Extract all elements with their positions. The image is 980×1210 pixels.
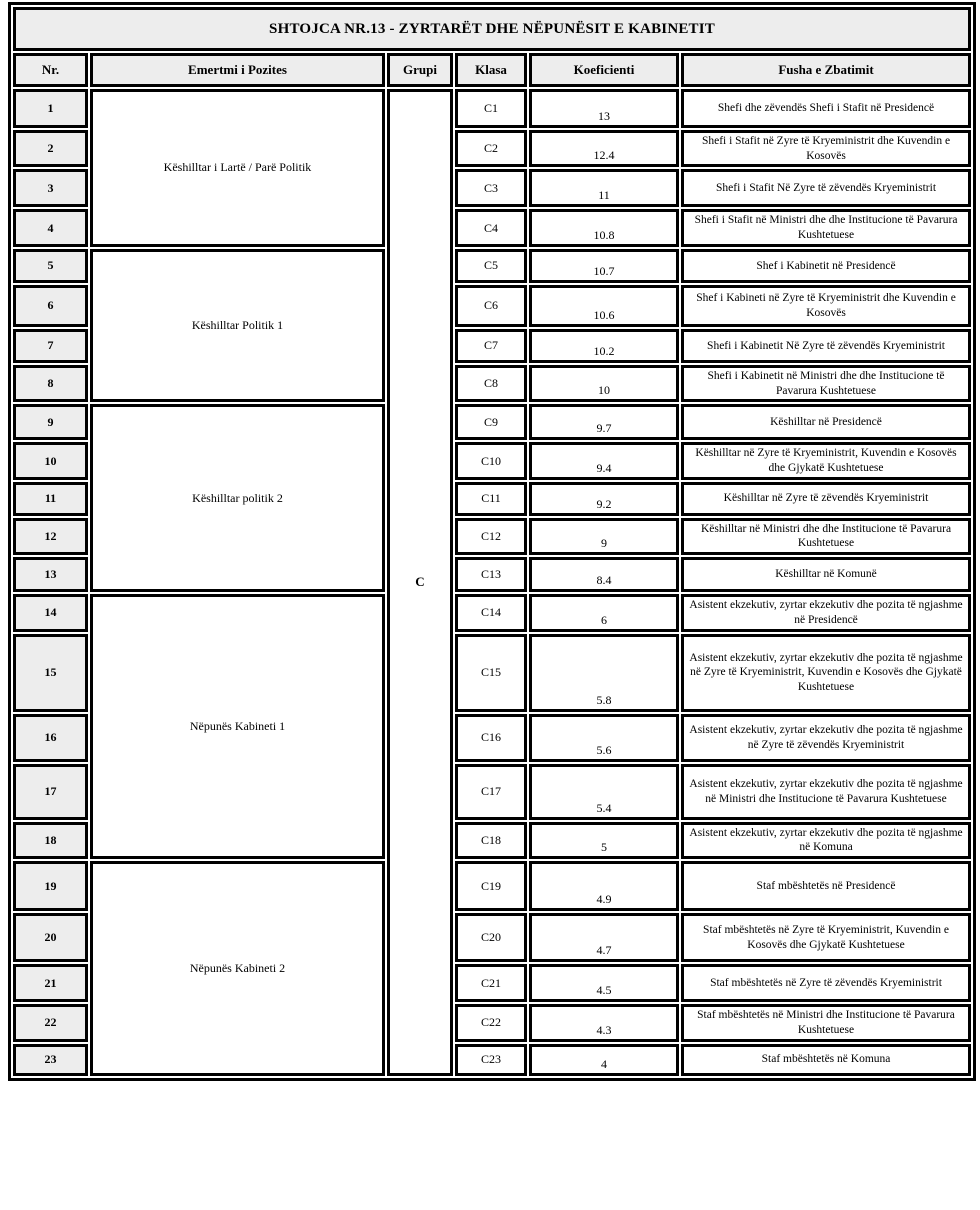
nr-cell: 9 — [13, 404, 88, 440]
nr-cell: 19 — [13, 861, 88, 911]
application-field-cell: Shef i Kabinetit në Presidencë — [681, 249, 971, 283]
class-cell: C5 — [455, 249, 527, 283]
nr-cell: 15 — [13, 634, 88, 712]
coefficient-cell: 9.2 — [529, 482, 679, 516]
class-cell: C18 — [455, 822, 527, 859]
application-field-cell: Këshilltar në Zyre të Kryeministrit, Kuvendin e Kosovës dhe Gjykatë Kushtetuese — [681, 442, 971, 479]
application-field-cell: Këshilltar në Ministri dhe dhe Institucione të Pavarura Kushtetuese — [681, 518, 971, 555]
class-cell: C16 — [455, 714, 527, 762]
column-header-koeficienti: Koeficienti — [529, 53, 679, 87]
table-row — [13, 249, 971, 283]
class-cell: C6 — [455, 285, 527, 327]
coefficient-cell: 4.5 — [529, 964, 679, 1002]
coefficient-cell: 9.7 — [529, 404, 679, 440]
class-cell: C8 — [455, 365, 527, 402]
class-cell: C7 — [455, 329, 527, 363]
application-field-cell: Këshilltar në Presidencë — [681, 404, 971, 440]
nr-cell: 3 — [13, 169, 88, 207]
column-header-grupi: Grupi — [387, 53, 453, 87]
class-cell: C21 — [455, 964, 527, 1002]
nr-cell: 23 — [13, 1044, 88, 1076]
class-cell: C20 — [455, 913, 527, 962]
class-cell: C4 — [455, 209, 527, 246]
nr-cell: 7 — [13, 329, 88, 363]
coefficient-cell: 10.2 — [529, 329, 679, 363]
coefficient-cell: 5.8 — [529, 634, 679, 712]
application-field-cell: Staf mbështetës në Ministri dhe Institucione të Pavarura Kushtetuese — [681, 1004, 971, 1041]
nr-cell: 8 — [13, 365, 88, 402]
application-field-cell: Asistent ekzekutiv, zyrtar ekzekutiv dhe pozita të ngjashme në Presidencë — [681, 594, 971, 631]
application-field-cell: Staf mbështetës në Presidencë — [681, 861, 971, 911]
coefficient-cell: 10.7 — [529, 249, 679, 283]
coefficient-cell: 12.4 — [529, 130, 679, 167]
coefficient-cell: 8.4 — [529, 557, 679, 592]
coefficient-cell: 4.3 — [529, 1004, 679, 1041]
nr-cell: 2 — [13, 130, 88, 167]
application-field-cell: Shefi i Stafit në Zyre të Kryeministrit dhe Kuvendin e Kosovës — [681, 130, 971, 167]
table-row — [13, 89, 971, 128]
application-field-cell: Shefi i Kabinetit Në Zyre të zëvendës Kryeministrit — [681, 329, 971, 363]
coefficient-cell: 10 — [529, 365, 679, 402]
header-row — [13, 53, 971, 87]
class-cell: C3 — [455, 169, 527, 207]
class-cell: C22 — [455, 1004, 527, 1041]
application-field-cell: Staf mbështetës në Zyre të zëvendës Kryeministrit — [681, 964, 971, 1002]
position-name-cell: Këshilltar Politik 1 — [90, 249, 385, 402]
coefficient-cell: 9 — [529, 518, 679, 555]
coefficient-cell: 10.6 — [529, 285, 679, 327]
nr-cell: 21 — [13, 964, 88, 1002]
coefficient-cell: 5.6 — [529, 714, 679, 762]
application-field-cell: Asistent ekzekutiv, zyrtar ekzekutiv dhe pozita të ngjashme në Komuna — [681, 822, 971, 859]
class-cell: C17 — [455, 764, 527, 820]
application-field-cell: Shefi i Stafit në Ministri dhe dhe Institucione të Pavarura Kushtetuese — [681, 209, 971, 246]
coefficient-cell: 4.9 — [529, 861, 679, 911]
nr-cell: 10 — [13, 442, 88, 479]
column-header-emertmi: Emertmi i Pozites — [90, 53, 385, 87]
coefficient-cell: 9.4 — [529, 442, 679, 479]
application-field-cell: Staf mbështetës në Zyre të Kryeministrit, Kuvendin e Kosovës dhe Gjykatë Kushtetuese — [681, 913, 971, 962]
nr-cell: 6 — [13, 285, 88, 327]
coefficient-cell: 4 — [529, 1044, 679, 1076]
application-field-cell: Shefi i Stafit Në Zyre të zëvendës Kryeministrit — [681, 169, 971, 207]
class-cell: C14 — [455, 594, 527, 631]
class-cell: C9 — [455, 404, 527, 440]
application-field-cell: Asistent ekzekutiv, zyrtar ekzekutiv dhe pozita të ngjashme në Ministri dhe Institucione të Pavarura Kushtetuese — [681, 764, 971, 820]
nr-cell: 18 — [13, 822, 88, 859]
nr-cell: 14 — [13, 594, 88, 631]
coefficient-cell: 11 — [529, 169, 679, 207]
group-cell: C — [387, 89, 453, 1076]
class-cell: C2 — [455, 130, 527, 167]
appendix-table — [8, 2, 976, 1081]
coefficient-cell: 6 — [529, 594, 679, 631]
nr-cell: 13 — [13, 557, 88, 592]
nr-cell: 11 — [13, 482, 88, 516]
application-field-cell: Asistent ekzekutiv, zyrtar ekzekutiv dhe pozita të ngjashme në Zyre të Kryeministrit, Kuvendin e Kosovës dhe Gjykatë Kushtetuese — [681, 634, 971, 712]
title-row — [13, 7, 971, 51]
class-cell: C23 — [455, 1044, 527, 1076]
position-name-cell: Këshilltar politik 2 — [90, 404, 385, 592]
class-cell: C10 — [455, 442, 527, 479]
coefficient-cell: 5.4 — [529, 764, 679, 820]
application-field-cell: Këshilltar në Komunë — [681, 557, 971, 592]
application-field-cell: Shef i Kabineti në Zyre të Kryeministrit dhe Kuvendin e Kosovës — [681, 285, 971, 327]
nr-cell: 16 — [13, 714, 88, 762]
nr-cell: 22 — [13, 1004, 88, 1041]
application-field-cell: Shefi dhe zëvendës Shefi i Stafit në Presidencë — [681, 89, 971, 128]
table-row — [13, 861, 971, 911]
document-title: SHTOJCA NR.13 - ZYRTARËT DHE NËPUNËSIT E KABINETIT — [13, 7, 971, 51]
table-row — [13, 404, 971, 440]
coefficient-cell: 4.7 — [529, 913, 679, 962]
position-name-cell: Nëpunës Kabineti 1 — [90, 594, 385, 859]
nr-cell: 1 — [13, 89, 88, 128]
class-cell: C13 — [455, 557, 527, 592]
application-field-cell: Staf mbështetës në Komuna — [681, 1044, 971, 1076]
column-header-klasa: Klasa — [455, 53, 527, 87]
class-cell: C1 — [455, 89, 527, 128]
nr-cell: 20 — [13, 913, 88, 962]
coefficient-cell: 13 — [529, 89, 679, 128]
table-row — [13, 594, 971, 631]
coefficient-cell: 5 — [529, 822, 679, 859]
application-field-cell: Asistent ekzekutiv, zyrtar ekzekutiv dhe pozita të ngjashme në Zyre të zëvendës Kryeministrit — [681, 714, 971, 762]
application-field-cell: Këshilltar në Zyre të zëvendës Kryeministrit — [681, 482, 971, 516]
nr-cell: 4 — [13, 209, 88, 246]
position-name-cell: Këshilltar i Lartë / Parë Politik — [90, 89, 385, 247]
nr-cell: 17 — [13, 764, 88, 820]
column-header-nr: Nr. — [13, 53, 88, 87]
application-field-cell: Shefi i Kabinetit në Ministri dhe dhe Institucione të Pavarura Kushtetuese — [681, 365, 971, 402]
position-name-cell: Nëpunës Kabineti 2 — [90, 861, 385, 1075]
coefficient-cell: 10.8 — [529, 209, 679, 246]
class-cell: C12 — [455, 518, 527, 555]
nr-cell: 12 — [13, 518, 88, 555]
nr-cell: 5 — [13, 249, 88, 283]
class-cell: C15 — [455, 634, 527, 712]
table-body — [13, 89, 971, 1076]
class-cell: C11 — [455, 482, 527, 516]
class-cell: C19 — [455, 861, 527, 911]
column-header-fusha: Fusha e Zbatimit — [681, 53, 971, 87]
